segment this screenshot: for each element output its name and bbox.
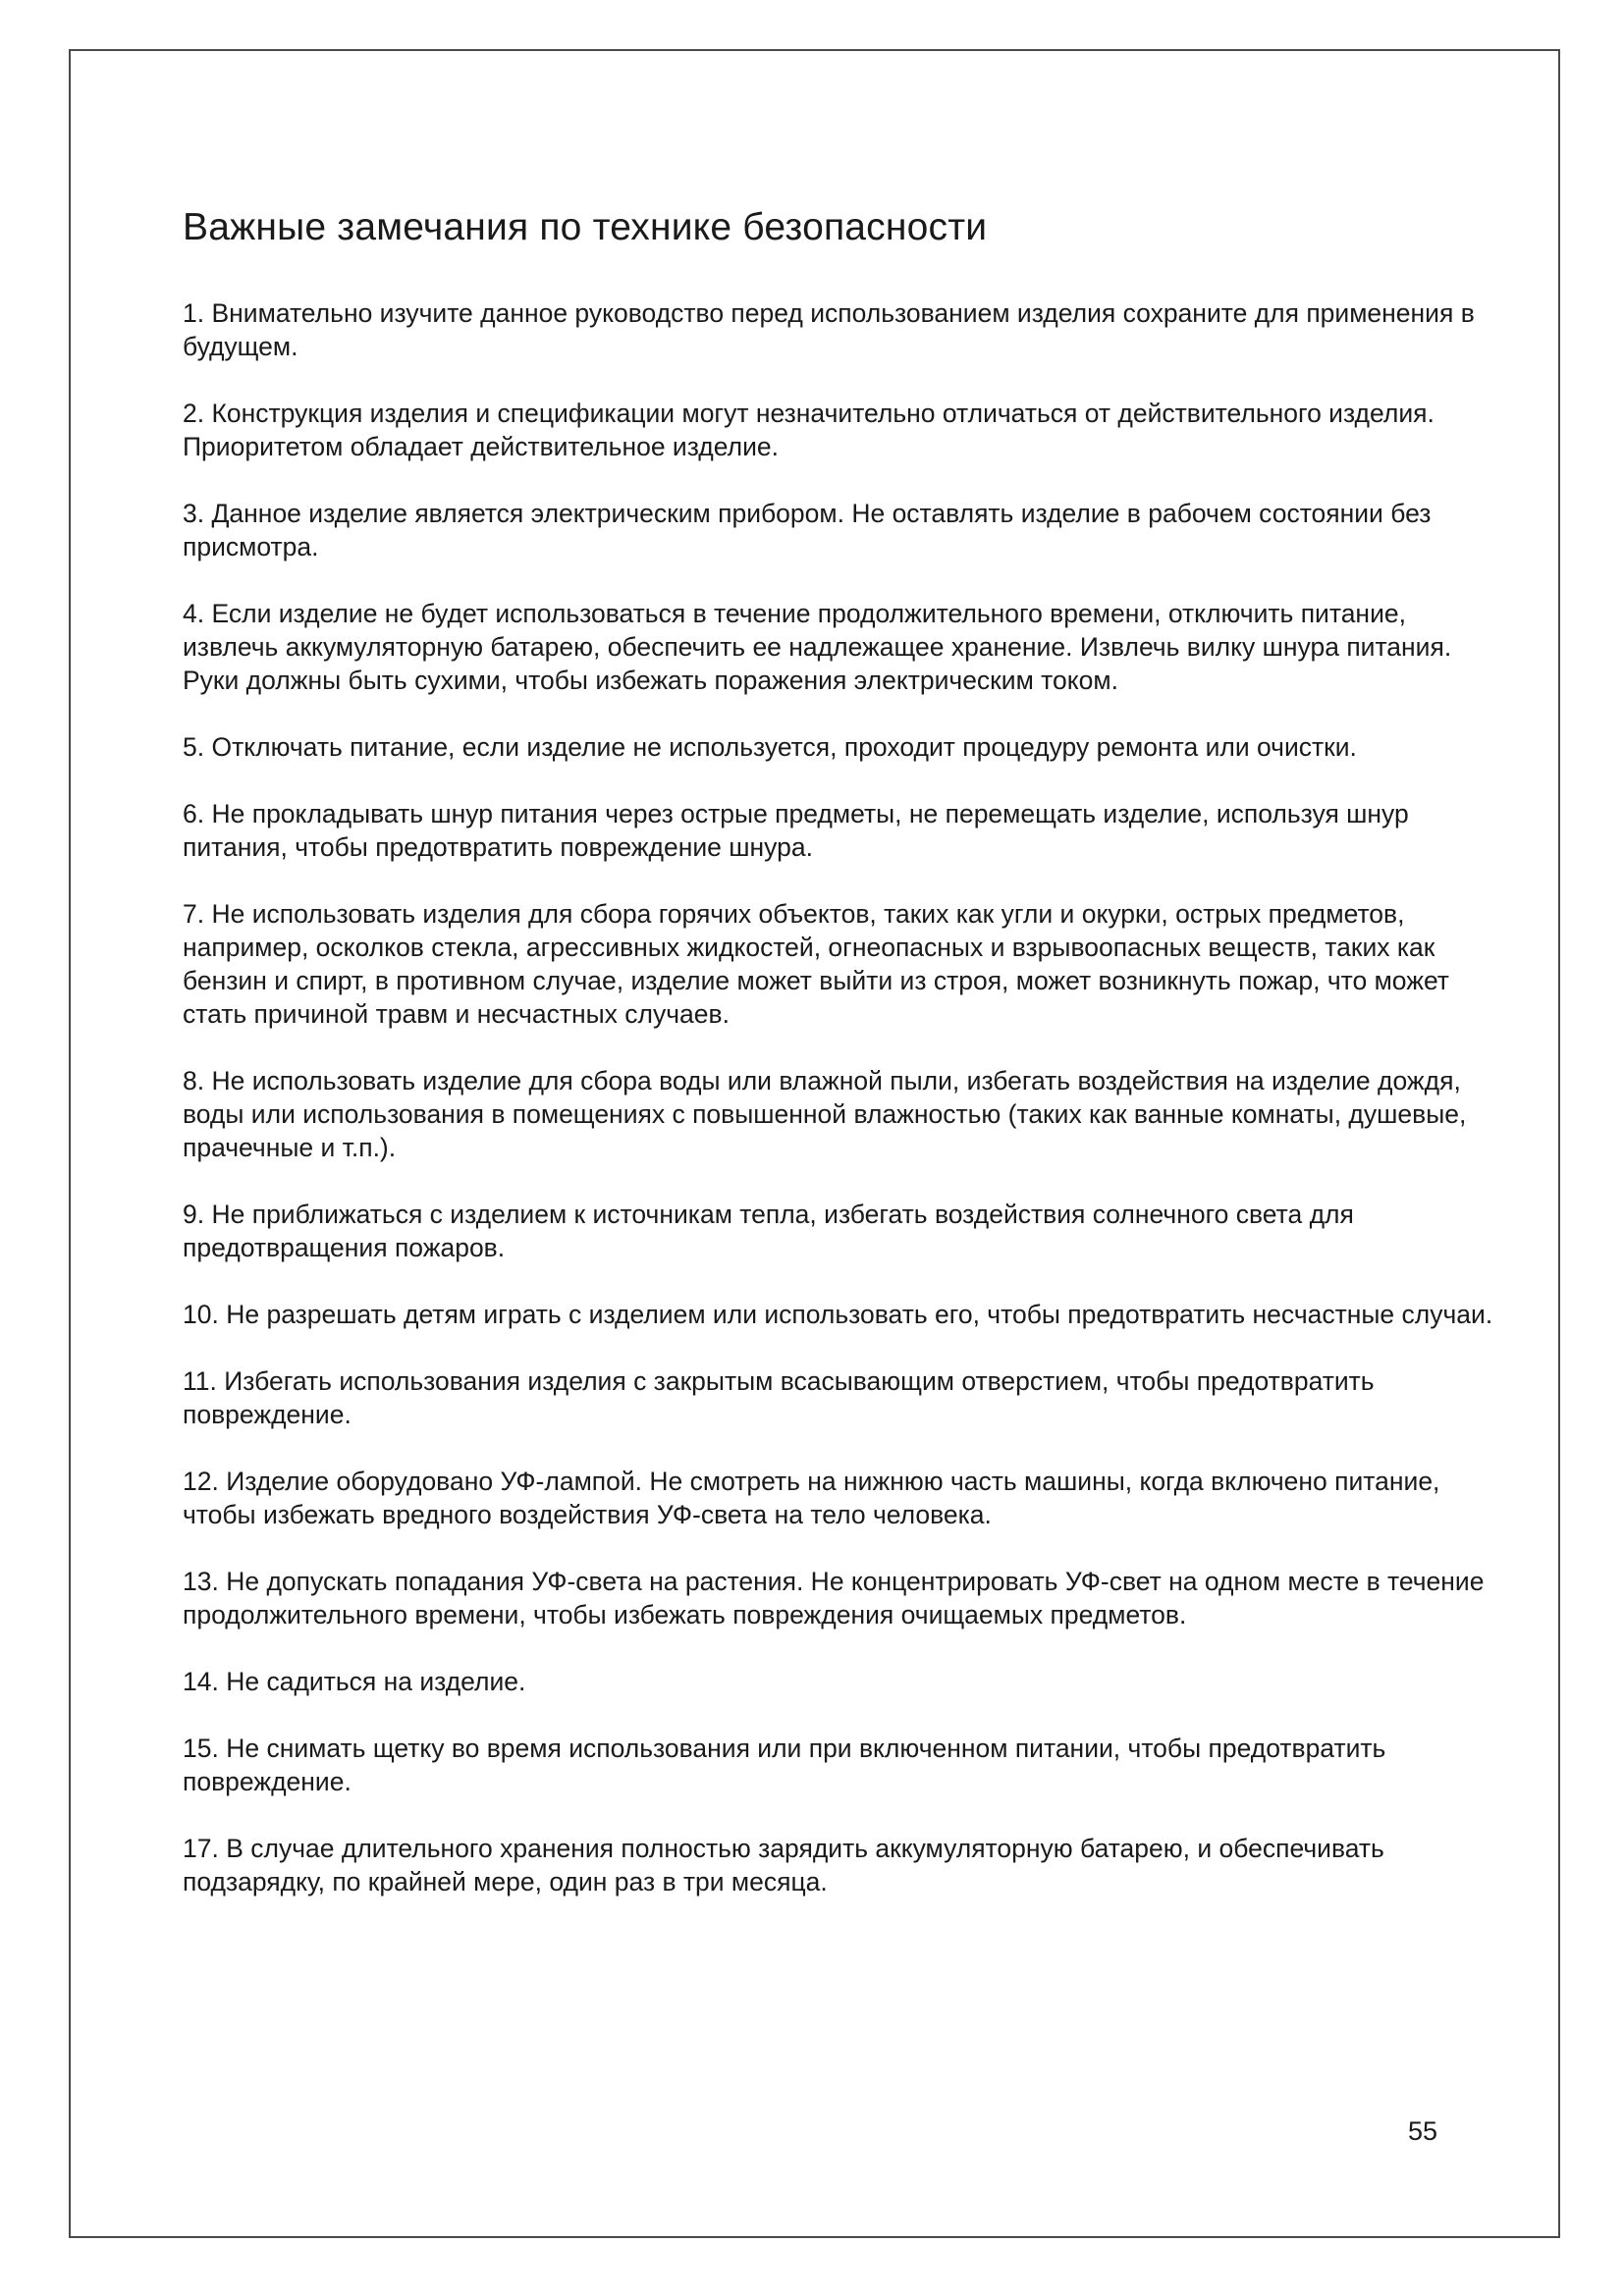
list-item: [183, 897, 1498, 1031]
note-number: 10.: [183, 1300, 219, 1329]
note-number: 6.: [183, 799, 205, 828]
list-item: [183, 1732, 1498, 1798]
note-text: Если изделие не будет использоваться в течение продолжительного времени, отключить питание, извлечь аккумуляторную батарею, обеспечить ее надлежащее хранение. Извлечь вилку шнура питания. Руки должны быть сухими, чтобы избежать поражения электрическим током.: [183, 599, 1452, 695]
note-text: Не приближаться с изделием к источникам тепла, избегать воздействия солнечного света для предотвращения пожаров.: [183, 1200, 1354, 1262]
note-text: Не разрешать детям играть с изделием или использовать его, чтобы предотвратить несчастные случаи.: [226, 1300, 1493, 1329]
note-text: Изделие оборудовано УФ-лампой. Не смотреть на нижнюю часть машины, когда включено питание, чтобы избежать вредного воздействия УФ-света на тело человека.: [183, 1467, 1440, 1529]
note-text: Избегать использования изделия с закрытым всасывающим отверстием, чтобы предотвратить повреждение.: [183, 1366, 1375, 1429]
note-number: 14.: [183, 1667, 219, 1696]
note-text: Данное изделие является электрическим прибором. Не оставлять изделие в рабочем состоянии без присмотра.: [183, 499, 1432, 561]
list-item: [183, 730, 1498, 764]
note-number: 2.: [183, 399, 205, 428]
note-number: 1.: [183, 298, 205, 328]
list-item: [183, 1364, 1498, 1431]
note-number: 9.: [183, 1200, 205, 1229]
note-number: 5.: [183, 732, 205, 762]
note-text: Не прокладывать шнур питания через острые предметы, не перемещать изделие, используя шнур питания, чтобы предотвратить повреждение шнура.: [183, 799, 1409, 862]
page-number: 55: [1408, 2116, 1438, 2146]
list-item: [183, 1465, 1498, 1531]
note-number: 15.: [183, 1734, 219, 1763]
note-text: Не садиться на изделие.: [226, 1667, 526, 1696]
note-text: В случае длительного хранения полностью зарядить аккумуляторную батарею, и обеспечивать подзарядку, по крайней мере, один раз в три месяца.: [183, 1834, 1384, 1896]
list-item: [183, 497, 1498, 563]
list-item: [183, 597, 1498, 697]
list-item: [183, 397, 1498, 463]
safety-notes-list: [183, 296, 1498, 1932]
list-item: [183, 1064, 1498, 1164]
note-text: Не допускать попадания УФ-света на растения. Не концентрировать УФ-свет на одном месте в течение продолжительного времени, чтобы избежать повреждения очищаемых предметов.: [183, 1567, 1485, 1629]
note-number: 4.: [183, 599, 205, 628]
list-item: [183, 296, 1498, 363]
note-text: Отключать питание, если изделие не используется, проходит процедуру ремонта или очистки.: [211, 732, 1357, 762]
note-number: 8.: [183, 1066, 205, 1095]
list-item: [183, 1832, 1498, 1898]
list-item: [183, 1665, 1498, 1698]
list-item: [183, 1198, 1498, 1264]
note-number: 12.: [183, 1467, 219, 1496]
page-title: Важные замечания по технике безопасности: [183, 206, 988, 248]
note-text: Не использовать изделия для сбора горячих объектов, таких как угли и окурки, острых предметов, например, осколков стекла, агрессивных жидкостей, огнеопасных и взрывоопасных веществ, таких как бензин и спирт, в противном случае, изделие может выйти из строя, может возникнуть пожар, что может стать причиной травм и несчастных случаев.: [183, 899, 1449, 1029]
note-number: 3.: [183, 499, 205, 528]
note-number: 11.: [183, 1366, 217, 1396]
list-item: [183, 797, 1498, 864]
note-number: 13.: [183, 1567, 219, 1596]
note-number: 17.: [183, 1834, 219, 1863]
note-text: Не снимать щетку во время использования или при включенном питании, чтобы предотвратить повреждение.: [183, 1734, 1386, 1796]
list-item: [183, 1298, 1498, 1331]
note-text: Не использовать изделие для сбора воды или влажной пыли, избегать воздействия на изделие дождя, воды или использования в помещениях с повышенной влажностью (таких как ванные комнаты, душевые, прачечные и т.п.).: [183, 1066, 1467, 1162]
note-number: 7.: [183, 899, 205, 929]
list-item: [183, 1565, 1498, 1631]
note-text: Внимательно изучите данное руководство перед использованием изделия сохраните для применения в будущем.: [183, 298, 1475, 361]
note-text: Конструкция изделия и спецификации могут незначительно отличаться от действительного изделия. Приоритетом обладает действительное изделие.: [183, 399, 1435, 461]
